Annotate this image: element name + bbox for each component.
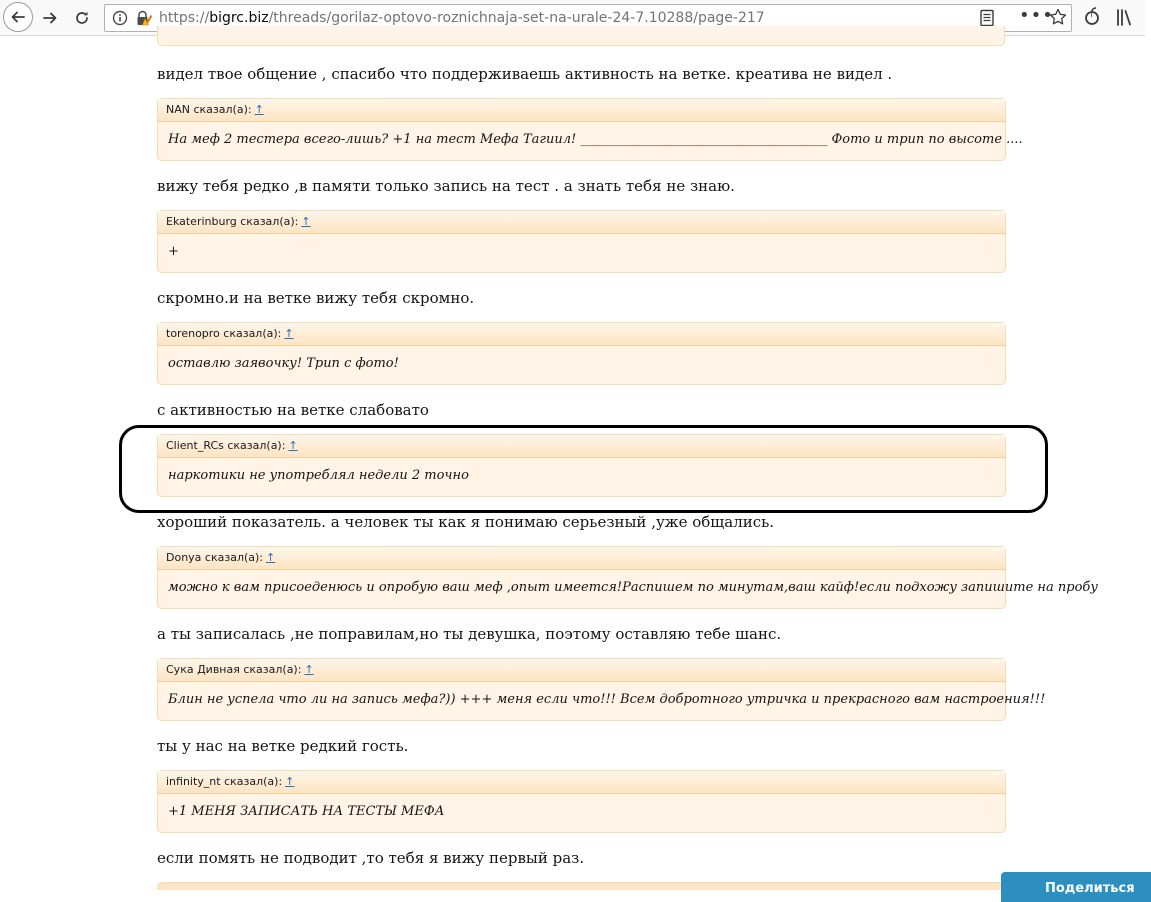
previous-quote-box [157, 26, 1005, 46]
quote-author[interactable]: Ekaterinburg сказал(а): [166, 215, 299, 228]
jump-to-quote-link[interactable]: ↑ [301, 215, 311, 228]
jump-to-quote-link[interactable]: ↑ [284, 327, 294, 340]
quote-text: оставлю заявочку! Трип с фото! [168, 356, 399, 371]
quote-block [157, 210, 1006, 273]
connection-security-button[interactable] [135, 10, 153, 30]
quote-author[interactable]: torenopro сказал(а): [166, 327, 282, 340]
page-actions-icon[interactable]: ••• [1019, 5, 1054, 26]
url-host: bigrc.biz [209, 10, 269, 26]
reply-text: а ты записалась ,не поправилам,но ты девушка, поэтому оставляю тебе шанс. [157, 625, 782, 643]
quote-block [157, 434, 1006, 497]
back-button[interactable] [3, 2, 33, 32]
quote-text: +1 МЕНЯ ЗАПИСАТЬ НА ТЕСТЫ МЕФА [168, 804, 445, 819]
url-text[interactable] [159, 10, 765, 26]
quote-header [158, 99, 1005, 122]
quote-block [157, 770, 1006, 833]
info-icon [112, 10, 128, 26]
quote-header [158, 659, 1005, 682]
url-prefix: https:// [159, 10, 210, 26]
quote-text: наркотики не употреблял недели 2 точно [168, 468, 469, 483]
quote-header [158, 771, 1005, 794]
quote-text: + [168, 244, 179, 259]
quote-block [157, 322, 1006, 385]
quote-author[interactable]: Сука Дивная сказал(а): [166, 663, 302, 676]
reload-button[interactable] [68, 4, 96, 32]
reload-icon [74, 10, 90, 26]
reply-text: скромно.и на ветке вижу тебя скромно. [157, 289, 475, 307]
reply-text: хороший показатель. а человек ты как я понимаю серьезный ,уже общались. [157, 513, 775, 531]
forward-icon [42, 10, 58, 26]
quote-header [158, 323, 1005, 346]
reply-text: с активностью на ветке слабовато [157, 401, 429, 419]
library-button[interactable] [1114, 6, 1136, 32]
forum-page [0, 36, 1145, 896]
reply-text: ты у нас на ветке редкий гость. [157, 737, 409, 755]
quote-header [158, 435, 1005, 458]
quote-block [157, 546, 1098, 609]
quote-text: На меф 2 тестера всего-лишь? +1 на тест Мефа Тагиил! ______________________________________ Фото и трип по высоте .... [168, 132, 1023, 147]
quote-block [157, 658, 1046, 721]
quote-text: можно к вам присоеденюсь и опробую ваш меф ,опыт имеется!Распишем по минутам,ваш кайф!если подхожу запишите на пробу [168, 580, 1098, 595]
bookmark-button[interactable] [1049, 8, 1067, 30]
next-quote-box [157, 882, 1005, 890]
share-button[interactable]: Поделиться [1001, 872, 1151, 902]
jump-to-quote-link[interactable]: ↑ [254, 103, 264, 116]
forward-button[interactable] [36, 4, 64, 32]
quote-author[interactable]: Donya сказал(а): [166, 551, 264, 564]
library-icon [1114, 6, 1136, 28]
quote-author[interactable]: infinity_nt сказал(а): [166, 775, 283, 788]
quote-text: Блин не успела что ли на запись мефа?)) +++ меня если что!!! Всем добротного утричка и прекрасного вам настроения!!! [168, 692, 1046, 707]
jump-to-quote-link[interactable]: ↑ [288, 439, 298, 452]
back-icon [10, 9, 26, 25]
jump-to-quote-link[interactable]: ↑ [266, 551, 276, 564]
quote-header [158, 211, 1005, 234]
quote-author[interactable]: Client_RCs сказал(а): [166, 439, 286, 452]
quote-author[interactable]: NAN сказал(а): [166, 103, 252, 116]
quote-block [157, 98, 1023, 161]
extension-button[interactable] [1081, 6, 1103, 32]
site-info-button[interactable] [112, 10, 128, 30]
jump-to-quote-link[interactable]: ↑ [304, 663, 314, 676]
insecure-lock-icon [135, 10, 153, 26]
extension-icon [1081, 6, 1103, 28]
reply-text: если помять не подводит ,то тебя я вижу первый раз. [157, 849, 585, 867]
reader-view-icon [979, 9, 995, 27]
jump-to-quote-link[interactable]: ↑ [285, 775, 295, 788]
quote-header [158, 547, 1005, 570]
reply-text: видел твое общение , спасибо что поддерживаешь активность на ветке. креатива не видел . [157, 65, 893, 83]
url-path: /threads/gorilaz-optovo-roznichnaja-set-na-urale-24-7.10288/page-217 [268, 10, 765, 26]
reply-text: вижу тебя редко ,в памяти только запись на тест . а знать тебя не знаю. [157, 177, 735, 195]
bookmark-star-icon [1049, 8, 1067, 26]
